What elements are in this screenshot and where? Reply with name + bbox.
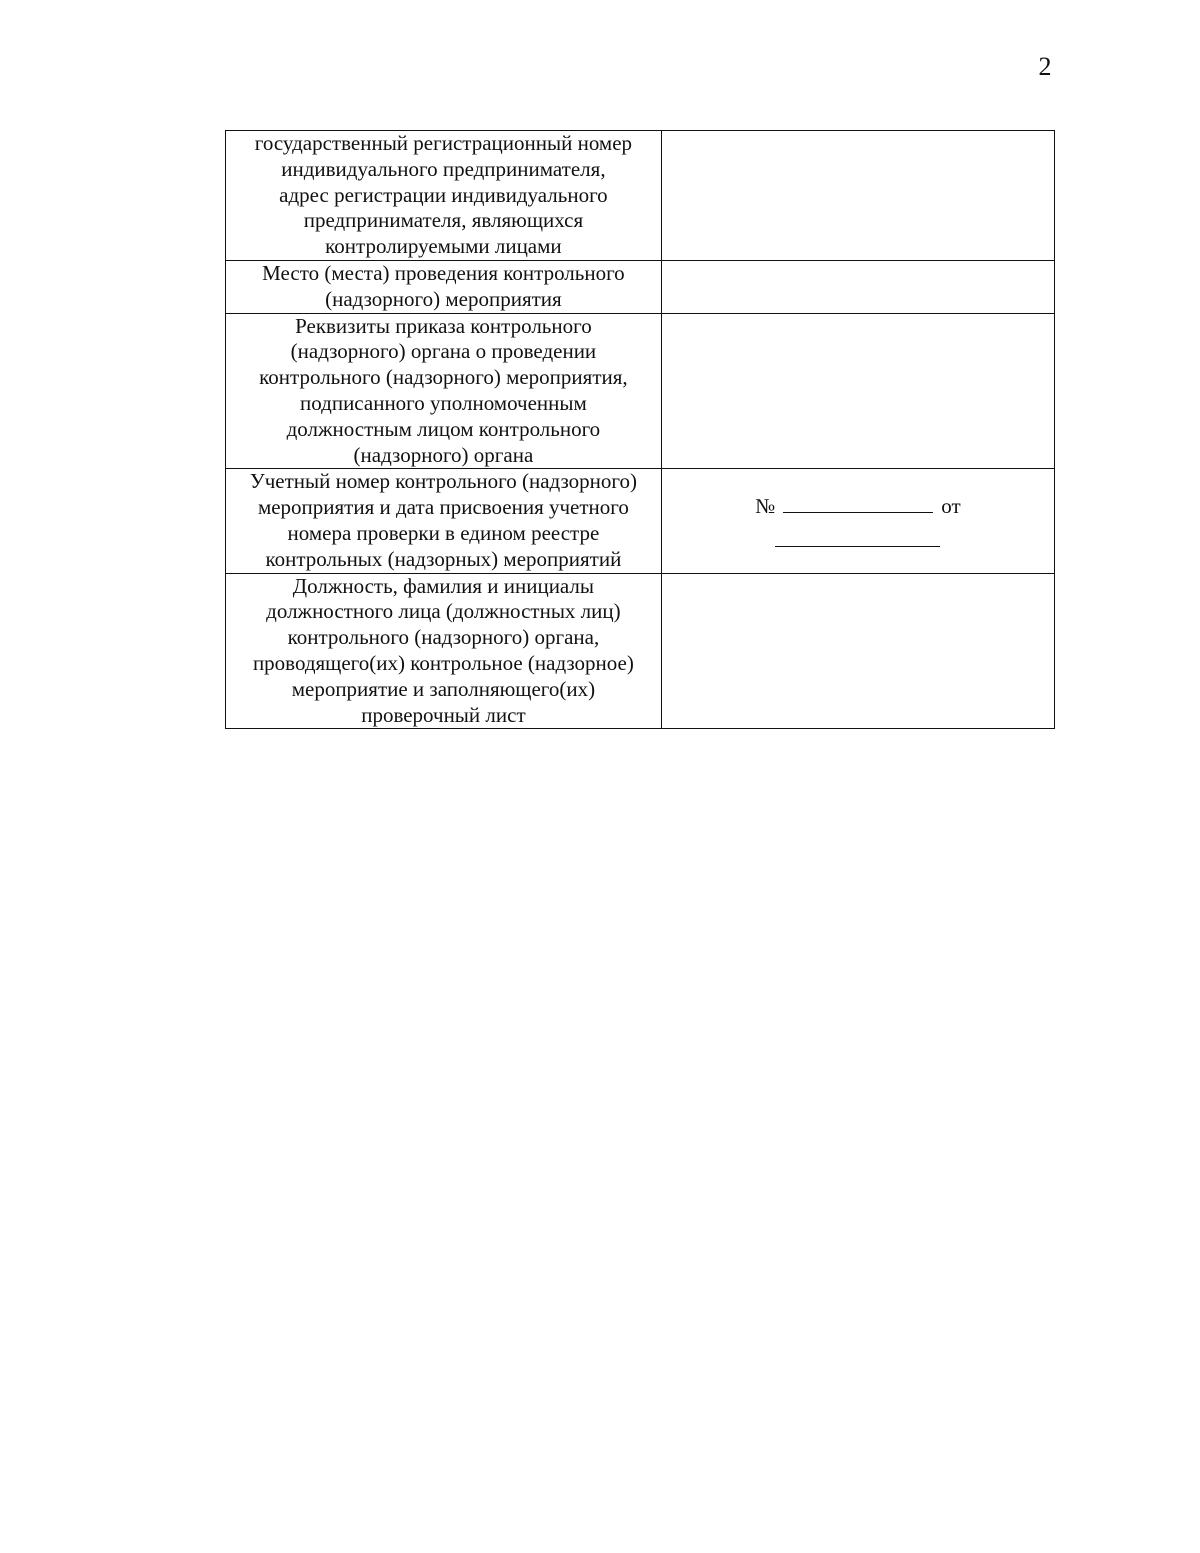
from-label: от [941,494,961,519]
date-blank-field[interactable] [775,528,940,547]
table-row-order-details [226,313,1055,469]
label-line: (надзорного) мероприятия [325,286,562,311]
label-line: проверочный лист [361,702,526,727]
label-registration [226,131,662,261]
label-line: контрольного (надзорного) мероприятия, [259,365,628,390]
label-line: должностным лицом контрольного [286,416,601,441]
label-line: Учетный номер контрольного (надзорного) [249,469,637,494]
form-table [225,130,1055,729]
label-line: мероприятие и заполняющего(их) [291,676,596,701]
label-place [226,260,662,313]
label-line: контрольных (надзорных) мероприятий [265,546,622,571]
label-line: проводящего(их) контрольное (надзорное) [252,650,634,675]
label-line: контролируемыми лицами [325,234,562,259]
number-blank-field[interactable] [783,494,933,513]
label-line: подписанного уполномоченным [300,390,587,415]
label-line: мероприятия и дата присвоения учетного [257,495,629,520]
registry-number-field [668,469,1048,554]
value-registration[interactable] [661,131,1054,261]
value-order-details[interactable] [661,313,1054,469]
label-line: (надзорного) органа [353,442,534,467]
table-row-official [226,573,1055,729]
label-line: должностного лица (должностных лиц) [266,599,621,624]
value-place[interactable] [661,260,1054,313]
label-line: адрес регистрации индивидуального [279,182,608,207]
label-official [226,573,662,729]
label-registry-number [226,469,662,573]
label-order-details [226,313,662,469]
label-line: Должность, фамилия и инициалы [292,573,595,598]
number-sign: № [755,494,776,519]
value-registry-number [661,469,1054,573]
registry-number-line [755,494,960,520]
label-line: Место (места) проведения контрольного [262,260,625,285]
table-row-place [226,260,1055,313]
table-row-registry-number [226,469,1055,573]
label-line: предпринимателя, являющихся [303,208,584,233]
label-line: контрольного (надзорного) органа, [287,625,600,650]
label-line: (надзорного) органа о проведении [290,339,597,364]
label-line: индивидуального предпринимателя, [281,156,606,181]
page-number: 2 [1038,52,1052,81]
label-line: номера проверки в едином реестре [287,520,600,545]
table-row-registration [226,131,1055,261]
value-official[interactable] [661,573,1054,729]
label-line: государственный регистрационный номер [254,131,633,155]
label-line: Реквизиты приказа контрольного [295,313,592,338]
